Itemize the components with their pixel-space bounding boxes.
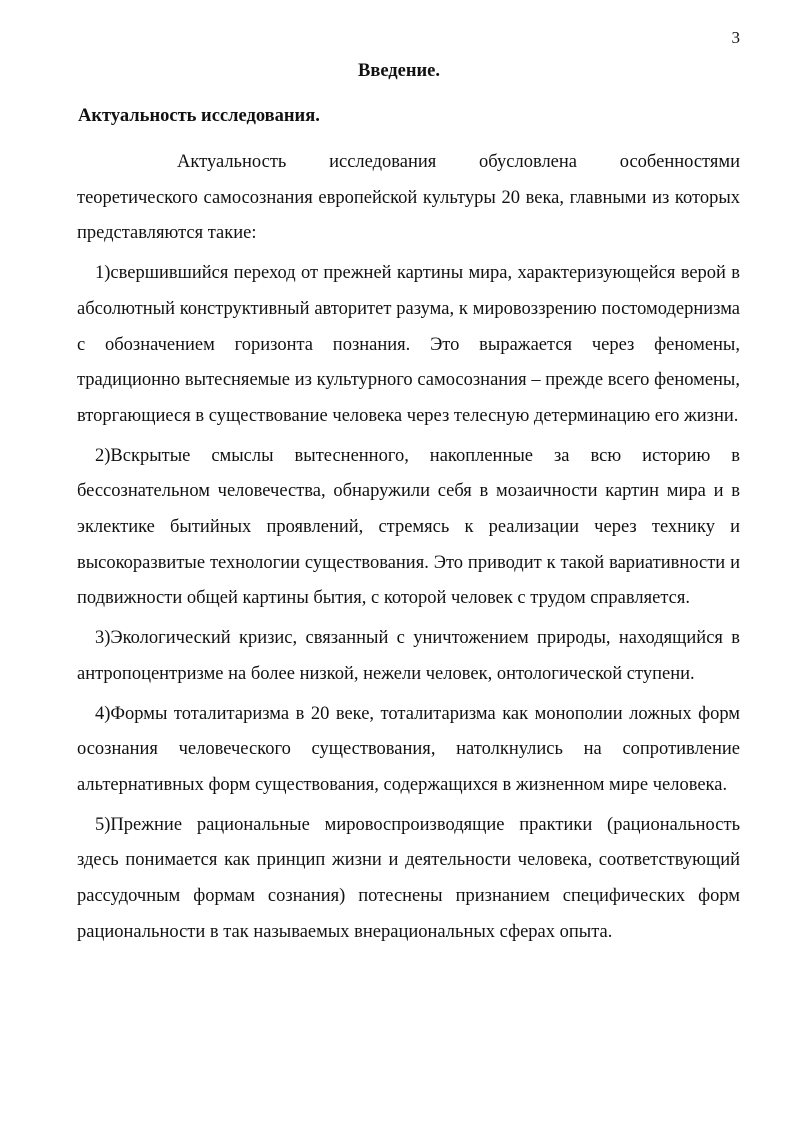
intro-paragraph: Актуальность исследования обусловлена особенностями теоретического самосознания европейской культуры 20 века, главными из которых представляются такие: (77, 152, 740, 244)
list-item-1: 1)свершившийся переход от прежней картины мира, характеризующейся верой в абсолютный конструктивный авторитет разума, к мировоззрению постомодернизма с обозначением горизонта познания. Это выражается через феномены, традиционно вытесняемые из культурного самосознания – прежде всего феномены, вторгающиеся в существование человека через телесную детерминацию его жизни. (77, 263, 740, 426)
list-item-2: 2)Вскрытые смыслы вытесненного, накопленные за всю историю в бессознательном человечества, обнаружили себя в мозаичности картин мира и в эклектике бытийных проявлений, стремясь к реализации через технику и высокоразвитые технологии существования. Это приводит к такой вариативности и подвижности общей картины бытия, с которой человек с трудом справляется. (77, 445, 740, 609)
list-item-4: 4)Формы тоталитаризма в 20 веке, тоталитаризма как монополии ложных форм осознания человеческого существования, натолкнулись на сопротивление альтернативных форм существования, содержащихся в жизненном мире человека. (77, 703, 740, 795)
list-item-3: 3)Экологический кризис, связанный с уничтожением природы, находящийся в антропоцентризме на более низкой, нежели человек, онтологической ступени. (77, 628, 740, 684)
list-item-5: 5)Прежние рациональные мировоспроизводящие практики (рациональность здесь понимается как принцип жизни и деятельности человека, соответствующий рассудочным формам сознания) потеснены признанием специфических форм рациональности в так называемых внерациональных сферах опыта. (77, 814, 740, 942)
section-heading: Актуальность исследования. (78, 106, 320, 126)
document-title: Введение. (357, 61, 441, 81)
document-body (77, 145, 740, 950)
page-number: 3 (731, 28, 740, 47)
